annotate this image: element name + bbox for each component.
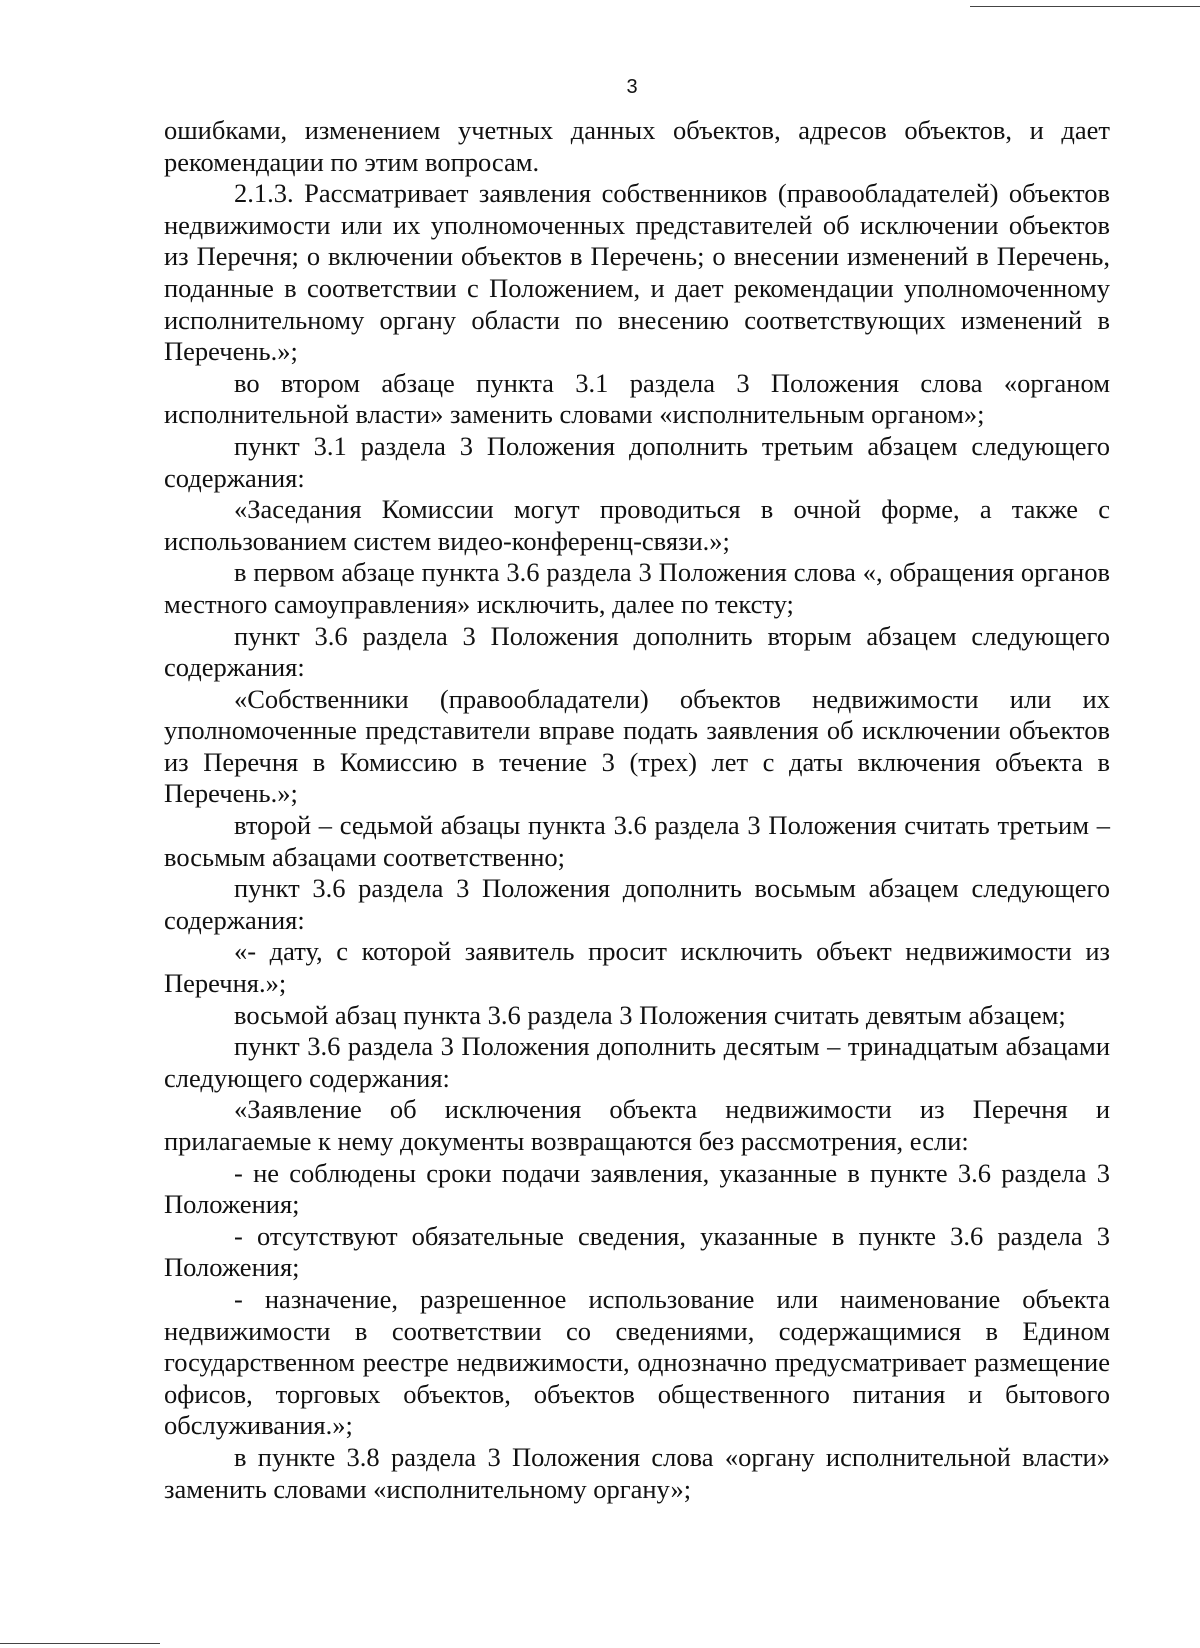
paragraph: 2.1.3. Рассматривает заявления собственников (правообладателей) объектов недвижимости или их уполномоченных представителей об исключении объектов из Перечня; о включении объектов в Перечень; о внесении изменений в Перечень, поданные в соответствии с Положением, и дает рекомендации уполномоченному исполнительному органу области по внесению соответствующих изменений в Перечень.»; xyxy=(164,178,1110,367)
scan-edge-line xyxy=(970,6,1200,7)
paragraph: - назначение, разрешенное использование или наименование объекта недвижимости в соответствии со сведениями, содержащимися в Едином государственном реестре недвижимости, однозначно предусматривает размещение офисов, торговых объектов, объектов общественного питания и бытового обслуживания.»; xyxy=(164,1283,1110,1441)
page-number: 3 xyxy=(626,76,638,98)
paragraph: «Собственники (правообладатели) объектов недвижимости или их уполномоченные представители вправе подать заявления об исключении объектов из Перечня в Комиссию в течение 3 (трех) лет с даты включения объекта в Перечень.»; xyxy=(164,683,1110,809)
paragraph: пункт 3.6 раздела 3 Положения дополнить восьмым абзацем следующего содержания: xyxy=(164,873,1110,935)
paragraph: во втором абзаце пункта 3.1 раздела 3 Положения слова «органом исполнительной власти» заменить словами «исполнительным органом»; xyxy=(164,367,1110,430)
paragraph: восьмой абзац пункта 3.6 раздела 3 Положения считать девятым абзацем; xyxy=(234,999,1066,1030)
document-body xyxy=(164,115,1110,1505)
paragraph: - отсутствуют обязательные сведения, указанные в пункте 3.6 раздела 3 Положения; xyxy=(164,1220,1110,1283)
paragraph: второй – седьмой абзацы пункта 3.6 раздела 3 Положения считать третьим – восьмым абзацами соответственно; xyxy=(164,810,1110,872)
paragraph: пункт 3.6 раздела 3 Положения дополнить десятым – тринадцатым абзацами следующего содержания: xyxy=(164,1031,1110,1093)
paragraph: в первом абзаце пункта 3.6 раздела 3 Положения слова «, обращения органов местного самоуправления» исключить, далее по тексту; xyxy=(164,557,1110,619)
paragraph: «Заседания Комиссии могут проводиться в очной форме, а также с использованием систем видео-конференц-связи.»; xyxy=(164,494,1110,556)
paragraph: ошибками, изменением учетных данных объектов, адресов объектов, и дает рекомендации по этим вопросам. xyxy=(164,115,1110,177)
paragraph: пункт 3.6 раздела 3 Положения дополнить вторым абзацем следующего содержания: xyxy=(164,620,1110,683)
scan-edge-line xyxy=(0,1643,160,1644)
paragraph: «Заявление об исключения объекта недвижимости из Перечня и прилагаемые к нему документы возвращаются без рассмотрения, если: xyxy=(164,1094,1110,1156)
paragraph: в пункте 3.8 раздела 3 Положения слова «органу исполнительной власти» заменить словами «исполнительному органу»; xyxy=(164,1441,1110,1504)
paragraph: пункт 3.1 раздела 3 Положения дополнить третьим абзацем следующего содержания: xyxy=(164,430,1110,493)
paragraph: «- дату, с которой заявитель просит исключить объект недвижимости из Перечня.»; xyxy=(164,936,1110,999)
paragraph: - не соблюдены сроки подачи заявления, указанные в пункте 3.6 раздела 3 Положения; xyxy=(164,1157,1110,1220)
